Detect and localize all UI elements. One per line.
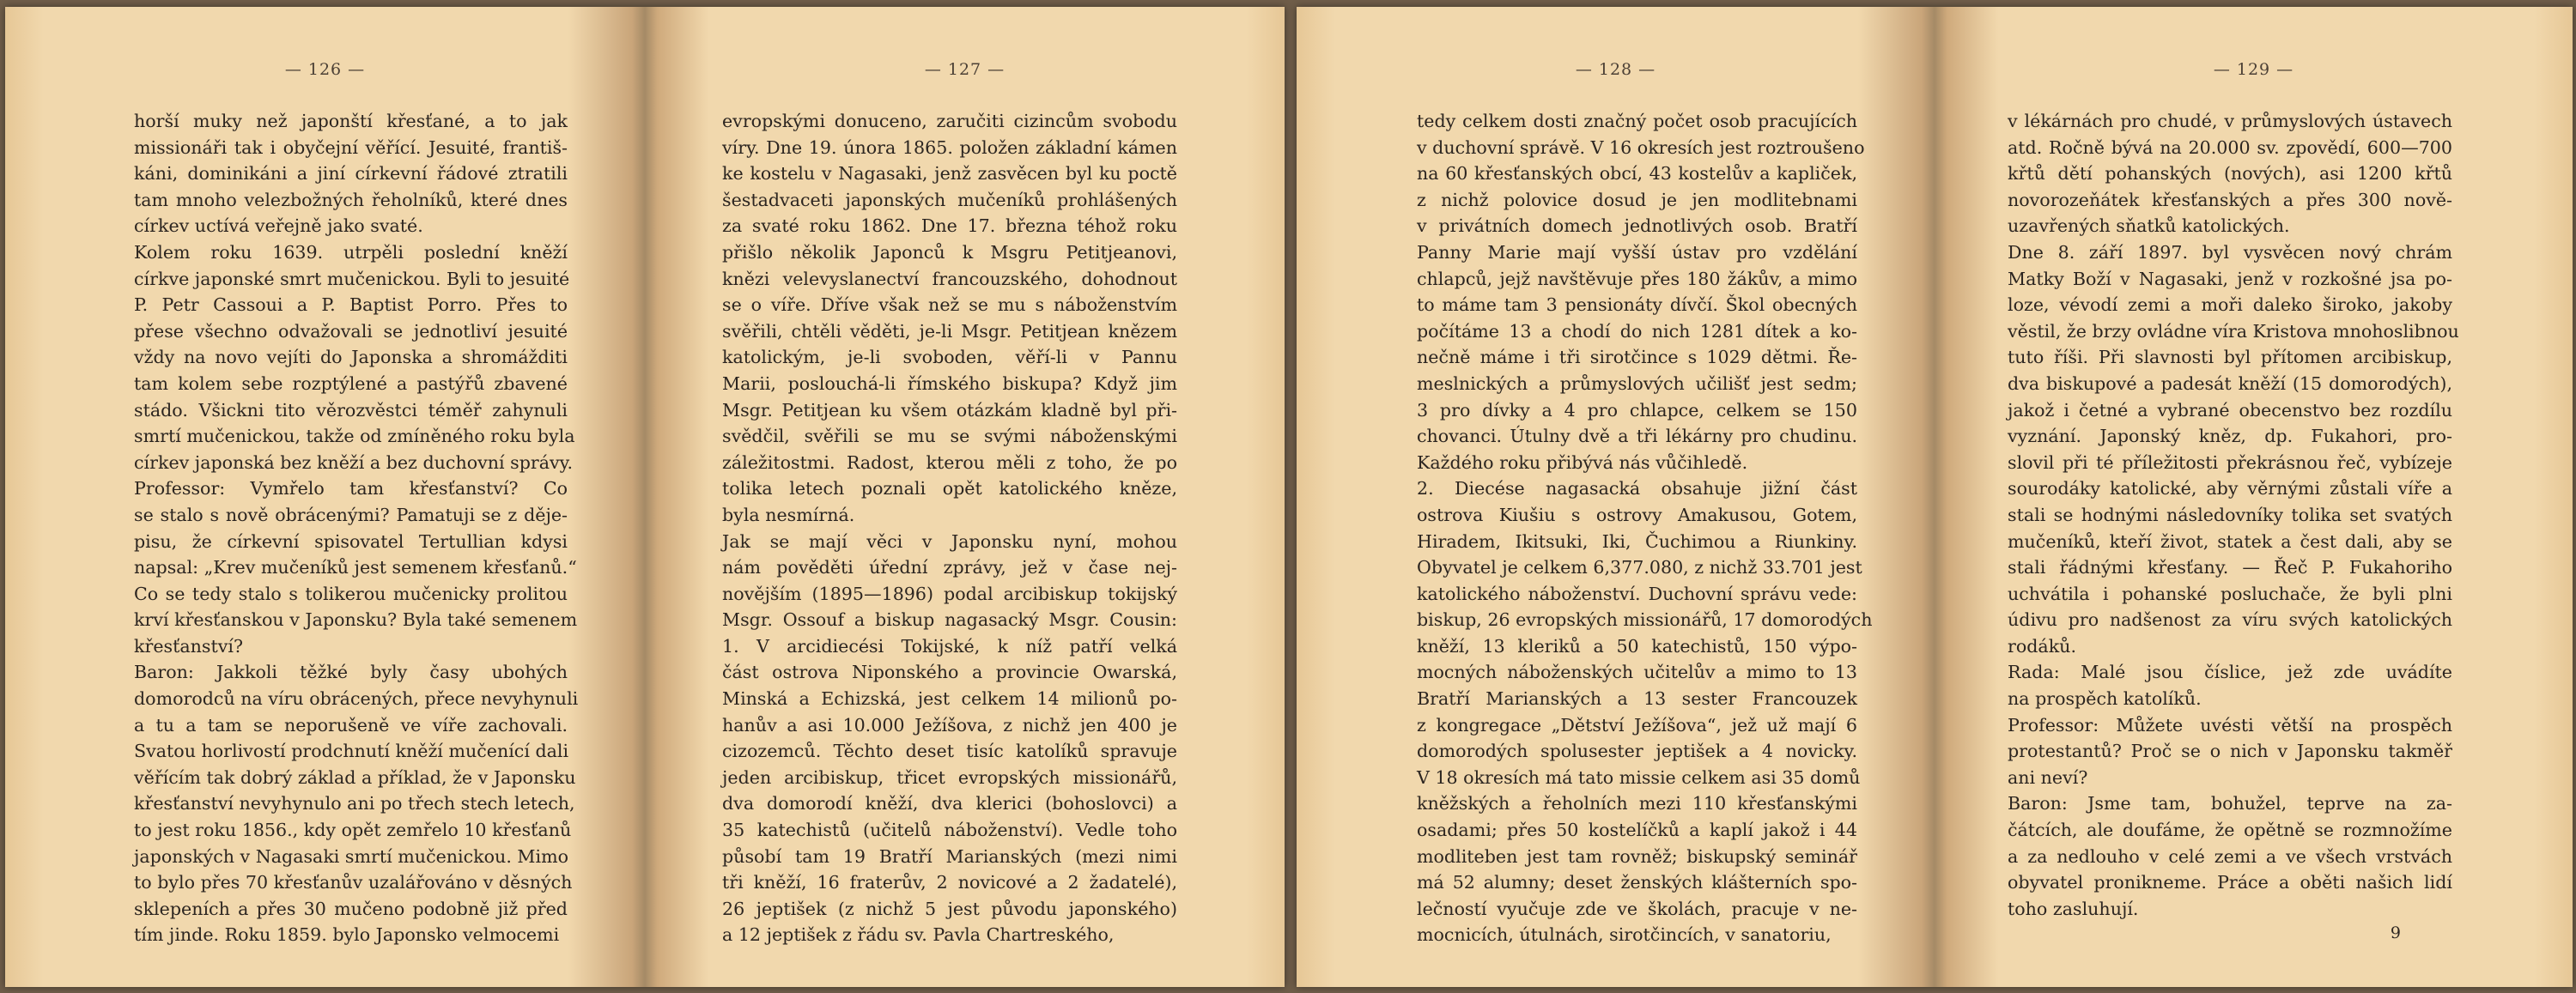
- text-line: a 12 jeptišek z řádu sv. Pavla Chartreského,: [722, 924, 1115, 946]
- text-line: Rada: Malé jsou číslice, jež zde uvádíte: [2008, 662, 2452, 683]
- text-line: církev japonská bez kněží a bez duchovní správy.: [134, 451, 574, 473]
- text-line: smrtí mučenickou, takže od zmíněného roku byla: [134, 426, 575, 447]
- page-127: [645, 7, 1285, 987]
- text-line: meslnických a průmyslových učilišť jest sedm;: [1417, 372, 1857, 394]
- text-line: modliteben jest tam rovněž; biskupský seminář: [1417, 845, 1857, 867]
- text-line: novějším (1895—1896) podal arcibiskup tokijský: [722, 583, 1177, 604]
- text-line: víry. Dne 19. února 1865. položen základní kámen: [722, 136, 1177, 158]
- text-line: přese všechno odvažovali se jednotliví jesuité: [134, 320, 568, 342]
- text-line: Baron: Jakkoli těžké byly časy ubohých: [134, 662, 568, 683]
- text-line: uchvátila i pohanské posluchače, že byli plni: [2008, 583, 2452, 604]
- text-line: v lékárnách pro chudé, v průmyslových ústavech: [2008, 111, 2452, 131]
- text-line: 2. Diecése nagasacká obsahuje jižní část: [1417, 478, 1857, 500]
- text-line: to jest roku 1856., kdy opět zemřelo 10 křesťanů: [134, 820, 572, 841]
- text-line: Kolem roku 1639. utrpěli poslední kněží: [134, 241, 568, 263]
- text-line: na prospěch katolíků.: [2008, 688, 2202, 710]
- text-line: Svatou horlivostí prodchnutí kněží mučenící dali: [134, 741, 569, 762]
- text-line: sourodáky katolické, aby věrnými zůstali víře a: [2008, 478, 2452, 500]
- text-line: mocných náboženských učitelův a mimo to 13: [1417, 662, 1857, 683]
- text-line: Panny Marie mají vyšší ústav pro vzdělání: [1417, 241, 1857, 263]
- text-line: věstil, že brzy ovládne víra Kristova mnohoslibnou: [2008, 320, 2459, 342]
- text-line: rodáků.: [2008, 635, 2076, 657]
- page-126: [5, 7, 645, 987]
- text-line: 3 pro dívky a 4 pro chlapce, celkem se 150: [1417, 399, 1857, 421]
- text-line: tím jinde. Roku 1859. bylo Japonsko velmocemi: [134, 924, 560, 946]
- text-line: církev uctívá veřejně jako svaté.: [134, 215, 423, 237]
- text-line: z kongregace „Dětství Ježíšova“, jež už mají 6: [1417, 714, 1857, 736]
- book-spread-right: [1297, 7, 2573, 987]
- text-line: a tu a tam se neporušeně ve víře zachovali.: [134, 714, 568, 736]
- text-line: tři kněží, 16 fraterův, 2 novicové a 2 žadatelé),: [722, 872, 1177, 893]
- text-line: tedy celkem dosti značný počet osob pracujících: [1417, 111, 1857, 131]
- text-line: napsal: „Krev mučeníků jest semenem křesťanů.“: [134, 557, 577, 578]
- text-line: P. Petr Cassoui a P. Baptist Porro. Přes to: [134, 294, 568, 316]
- text-line: Marii, poslouchá-li římského biskupa? Když jim: [722, 372, 1177, 394]
- text-line: Professor: Můžete uvésti větší na prospěch: [2008, 714, 2452, 736]
- page-number: — 126 —: [284, 60, 366, 79]
- text-line: byla nesmírná.: [722, 504, 855, 525]
- text-line: Msgr. Ossouf a biskup nagasacký Msgr. Cousin:: [722, 609, 1177, 631]
- text-line: se o víře. Dříve však než se mu s náboženstvím: [722, 294, 1177, 316]
- text-line: Minská a Echizská, jest celkem 14 milionů po-: [722, 688, 1177, 710]
- text-line: Jak se mají věci v Japonsku nyní, mohou: [722, 530, 1177, 552]
- text-line: církve japonské smrt mučenickou. Byli to jesuité: [134, 268, 570, 289]
- text-line: Msgr. Petitjean ku všem otázkám kladně byl při-: [722, 399, 1177, 421]
- signature-mark: 9: [2390, 923, 2401, 942]
- text-line: jeden arcibiskup, třicet evropských missionářů,: [722, 766, 1177, 788]
- text-line: Baron: Jsme tam, bohužel, teprve na za-: [2008, 793, 2452, 814]
- text-line: vždy na novo vejíti do Japonska a shromážditi: [134, 347, 568, 368]
- text-line: 1. V arcidiecési Tokijské, k níž patří velká: [722, 635, 1177, 657]
- text-line: část ostrova Niponského a provincie Owarská,: [722, 662, 1177, 683]
- text-line: káni, dominikáni a jiní církevní řádové ztratili: [134, 163, 568, 185]
- text-line: ke kostelu v Nagasaki, jenž zasvěcen byl ku poctě: [722, 163, 1177, 185]
- text-line: přišlo několik Japonců k Msgru Petitjeanovi,: [722, 241, 1177, 263]
- text-line: Professor: Vymřelo tam křesťanství? Co: [134, 478, 568, 500]
- text-line: slovil při té příležitosti překrásnou řeč, vybízeje: [2008, 451, 2452, 473]
- text-line: údivu pro nadšenost za víru svých katolických: [2008, 609, 2452, 631]
- text-line: na 60 křesťanských obcí, 43 kostelův a kapliček,: [1417, 163, 1857, 185]
- text-line: pisu, že církevní spisovatel Tertullian kdysi: [134, 530, 568, 552]
- text-line: 26 jeptišek (z nichž 5 jest původu japonského): [722, 898, 1177, 919]
- text-line: se stalo s nově obrácenými? Pamatuji se z děje-: [134, 504, 568, 525]
- page-129: [1935, 7, 2573, 987]
- text-line: šestadvaceti japonských mučeníků prohlášených: [722, 189, 1177, 210]
- text-line: tuto říši. Při slavnosti byl přítomen arcibiskup,: [2008, 347, 2452, 368]
- page-text: [1417, 108, 1873, 948]
- text-line: stali řádnými křesťany. — Řeč P. Fukahoriho: [2008, 557, 2452, 578]
- text-line: tam mnoho velezbožných řeholníků, které dnes: [134, 189, 568, 210]
- text-line: počítáme 13 a chodí do nich 1281 dítek a ko-: [1417, 320, 1857, 342]
- text-line: svědčil, svěřili se mu se svými náboženskými: [722, 426, 1177, 447]
- text-line: knězi velevyslanectví francouzského, dohodnout: [722, 268, 1177, 289]
- text-line: dva biskupové a padesát kněží (15 domorodých),: [2008, 372, 2452, 394]
- text-line: osadami; přes 50 kostelíčků a kaplí jakož i 44: [1417, 820, 1857, 841]
- text-line: křtů dětí pohanských (nových), asi 1200 křtů: [2008, 163, 2452, 185]
- text-line: biskup, 26 evropských missionářů, 17 domorodých: [1417, 609, 1873, 631]
- page-text: [134, 108, 579, 948]
- text-line: toho zasluhují.: [2008, 898, 2139, 919]
- text-line: záležitostmi. Radost, kterou měli z toho, že po: [722, 451, 1177, 473]
- text-line: atd. Ročně bývá na 20.000 sv. zpovědí, 600—700: [2008, 136, 2452, 158]
- text-line: obyvatel pronikneme. Práce a oběti našich lidí: [2008, 872, 2452, 893]
- text-line: působí tam 19 Bratří Marianských (mezi nimi: [722, 845, 1177, 867]
- page-number: — 127 —: [924, 60, 1005, 79]
- page-text: [2008, 108, 2459, 922]
- text-line: krví křesťanskou v Japonsku? Byla také semenem: [134, 609, 578, 631]
- text-line: vyznání. Japonský kněz, dp. Fukahori, pro-: [2008, 426, 2452, 447]
- text-line: 35 katechistů (učitelů náboženství). Vedle toho: [722, 820, 1177, 841]
- text-line: Hiradem, Ikitsuki, Iki, Čuchimou a Riunkiny.: [1417, 530, 1857, 552]
- text-line: evropskými donuceno, zaručiti cizincům svobodu: [722, 111, 1177, 131]
- text-line: katolického náboženství. Duchovní správu vede:: [1417, 583, 1857, 604]
- text-line: a za nedlouho v celé zemi a ve všech vrstvách: [2008, 845, 2452, 867]
- text-line: Obyvatel je celkem 6,377.080, z nichž 33.701 jest: [1417, 557, 1862, 578]
- text-line: domorodců na víru obrácených, přece nevyhynuli: [134, 688, 579, 710]
- text-line: V 18 okresích má tato missie celkem asi 35 domů: [1417, 766, 1861, 788]
- book-spread-left: [5, 7, 1285, 987]
- text-line: mocnicích, útulnách, sirotčincích, v sanatoriu,: [1417, 924, 1832, 946]
- text-line: kněží, 13 kleriků a 50 katechistů, 150 výpo-: [1417, 635, 1857, 657]
- text-line: japonských v Nagasaki smrtí mučenickou. Mimo: [134, 845, 569, 867]
- text-line: dva domorodí kněží, dva klerici (bohoslovci) a: [722, 793, 1177, 814]
- text-line: hanův a asi 10.000 Ježíšova, z nichž jen 400 je: [722, 714, 1177, 736]
- text-line: protestantů? Proč se o nich v Japonsku takměř: [2008, 741, 2452, 762]
- text-line: Každého roku přibývá nás vůčihledě.: [1417, 451, 1748, 473]
- text-line: tam kolem sebe rozptýlené a pastýřů zbavené: [134, 372, 568, 394]
- text-line: ostrova Kiušiu s ostrovy Amakusou, Gotem,: [1417, 504, 1857, 525]
- text-line: domorodých spolusester jeptišek a 4 novicky.: [1417, 741, 1857, 762]
- text-line: katolickým, je-li svoboden, věří-li v Pannu: [722, 347, 1177, 368]
- page-text: [722, 108, 1177, 948]
- text-line: svěřili, chtěli věděti, je-li Msgr. Petitjean knězem: [722, 320, 1177, 342]
- text-line: stádo. Všickni tito věrozvěstci téměř zahynuli: [134, 399, 568, 421]
- text-line: sklepeních a přes 30 mučeno podobně již před: [134, 898, 568, 919]
- text-line: nečně máme i tři sirotčince s 1029 dětmi. Ře-: [1417, 347, 1857, 368]
- text-line: z nichž polovice dosud je jen modlitebnami: [1417, 189, 1857, 210]
- text-line: čátcích, ale doufáme, že opětně se rozmnožíme: [2008, 820, 2452, 841]
- text-line: má 52 alumny; deset ženských klášterních spo-: [1417, 872, 1857, 893]
- page-number: — 128 —: [1575, 60, 1656, 79]
- text-line: za svaté roku 1862. Dne 17. března téhož roku: [722, 215, 1177, 237]
- text-line: to bylo přes 70 křesťanův uzalářováno v děsných: [134, 872, 573, 893]
- text-line: horší muky než japonští křesťané, a to jak: [134, 111, 568, 131]
- text-line: uzavřených sňatků katolických.: [2008, 215, 2290, 237]
- text-line: Bratří Marianských a 13 sester Francouzek: [1417, 688, 1857, 710]
- text-line: to máme tam 3 pensionáty dívčí. Škol obecných: [1417, 294, 1857, 316]
- text-line: tolika letech poznali opět katolického kněze,: [722, 478, 1177, 500]
- text-line: chlapců, jejž navštěvuje přes 180 žákův, a mimo: [1417, 268, 1857, 289]
- text-line: novorozeňátek křesťanských a přes 300 nově-: [2008, 189, 2452, 210]
- text-line: Dne 8. září 1897. byl vysvěcen nový chrám: [2008, 241, 2452, 263]
- text-line: loze, vévodí zemi a moři daleko široko, jakoby: [2008, 294, 2452, 316]
- text-line: kněžských a řeholních mezi 110 křesťanskými: [1417, 793, 1857, 814]
- page-128: [1297, 7, 1935, 987]
- text-line: mučeníků, kteří život, statek a čest dali, aby se: [2008, 530, 2452, 552]
- text-line: cizozemců. Těchto deset tisíc katolíků spravuje: [722, 741, 1177, 762]
- text-line: věřícím tak dobrý základ a příklad, že v Japonsku: [134, 766, 576, 788]
- text-line: křesťanství nevyhynulo ani po třech stech letech,: [134, 793, 575, 814]
- text-line: v privátních domech jednotlivých osob. Bratří: [1417, 215, 1857, 237]
- text-line: v duchovní správě. V 16 okresích jest roztroušeno: [1417, 136, 1865, 158]
- text-line: Matky Boží v Nagasaki, jenž v rozkošné jsa po-: [2008, 268, 2452, 289]
- text-line: jakož i četné a vybrané obecenstvo bez rozdílu: [2008, 399, 2452, 421]
- text-line: ani neví?: [2008, 766, 2088, 788]
- text-line: Co se tedy stalo s tolikerou mučenicky prolitou: [134, 583, 568, 604]
- text-line: lečností vyučuje zde ve školách, pracuje v ne-: [1417, 898, 1857, 919]
- text-line: missionáři tak i obyčejní věřící. Jesuité, františ-: [134, 136, 568, 158]
- text-line: křesťanství?: [134, 635, 244, 657]
- page-number: — 129 —: [2213, 60, 2294, 79]
- text-line: stali se hodnými následovníky tolika set svatých: [2008, 504, 2452, 525]
- text-line: nám pověděti úřední zprávy, jež v čase nej-: [722, 557, 1177, 578]
- text-line: chovanci. Útulny dvě a tři lékárny pro chudinu.: [1417, 426, 1857, 447]
